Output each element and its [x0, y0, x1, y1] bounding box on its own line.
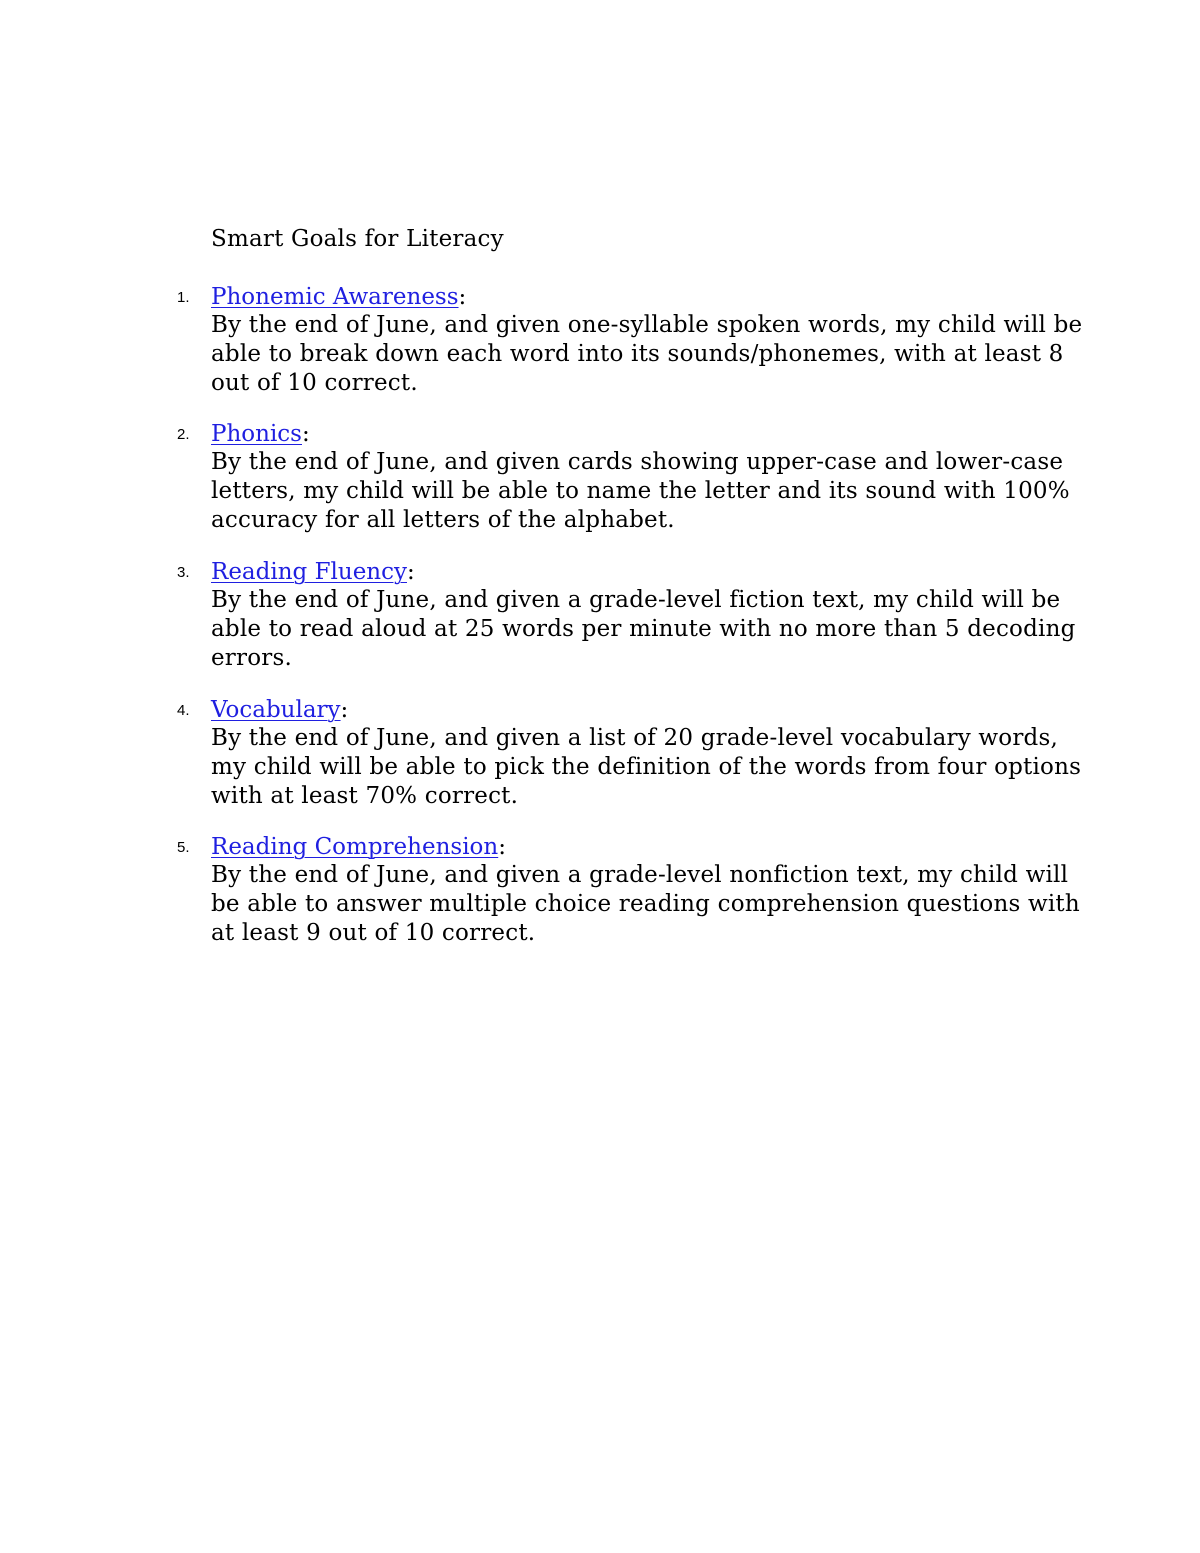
goal-description-line: letters, my child will be able to name the letter and its sound with 100%	[211, 478, 1070, 504]
goal-description-line: with at least 70% correct.	[211, 783, 519, 809]
goal-description	[211, 311, 1083, 398]
goal-heading	[211, 282, 466, 312]
goal-description-line: By the end of June, and given a grade-level nonfiction text, my child will	[211, 862, 1069, 888]
goal-description-line: By the end of June, and given one-syllable spoken words, my child will be	[211, 312, 1083, 338]
goal-description-line: my child will be able to pick the definition of the words from four options	[211, 754, 1082, 780]
goal-description-line: By the end of June, and given a grade-level fiction text, my child will be	[211, 587, 1061, 613]
heading-colon: :	[340, 697, 349, 723]
heading-colon: :	[407, 559, 415, 585]
list-number: 5.	[177, 839, 190, 856]
goal-description-line: out of 10 correct.	[211, 370, 418, 396]
heading-colon: :	[498, 834, 506, 860]
goal-description	[211, 586, 1076, 673]
goal-description-line: at least 9 out of 10 correct.	[211, 920, 536, 946]
list-number: 2.	[177, 426, 190, 443]
goal-link-phonemic-awareness[interactable]: Phonemic Awareness	[211, 284, 459, 310]
heading-colon: :	[458, 284, 467, 310]
goal-description-line: errors.	[211, 645, 292, 671]
heading-colon: :	[302, 421, 310, 447]
list-number: 3.	[177, 564, 190, 581]
goal-description-line: be able to answer multiple choice reading comprehension questions with	[211, 891, 1080, 917]
goal-description	[211, 448, 1071, 535]
goal-description-line: By the end of June, and given cards showing upper-case and lower-case	[211, 449, 1064, 475]
goal-link-reading-comprehension[interactable]: Reading Comprehension	[211, 834, 499, 860]
list-number: 4.	[177, 702, 190, 719]
goal-heading	[211, 419, 310, 449]
goal-link-vocabulary[interactable]: Vocabulary	[211, 697, 341, 723]
goal-description-line: accuracy for all letters of the alphabet.	[211, 507, 675, 533]
list-number: 1.	[177, 289, 190, 306]
goal-link-reading-fluency[interactable]: Reading Fluency	[211, 559, 407, 585]
document-title: Smart Goals for Literacy	[211, 226, 504, 252]
goal-heading	[211, 832, 506, 862]
goal-link-phonics[interactable]: Phonics	[211, 421, 302, 447]
goal-description-line: able to break down each word into its sounds/phonemes, with at least 8	[211, 341, 1064, 367]
goal-heading	[211, 695, 348, 725]
goal-description-line: By the end of June, and given a list of 20 grade-level vocabulary words,	[211, 725, 1058, 751]
goal-description	[211, 861, 1080, 948]
goal-heading	[211, 557, 415, 587]
goal-description-line: able to read aloud at 25 words per minute with no more than 5 decoding	[211, 616, 1076, 642]
goal-description	[211, 724, 1082, 811]
